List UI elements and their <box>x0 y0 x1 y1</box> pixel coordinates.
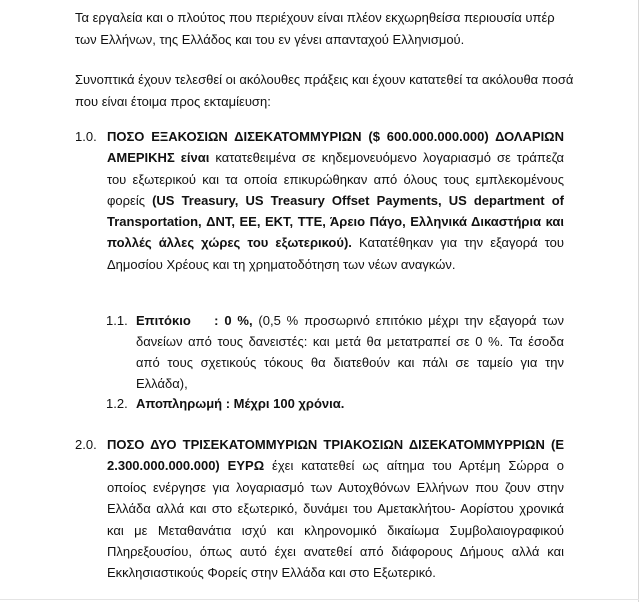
item-1-1-text: (0,5 % προσωρινό επιτόκιο μέχρι την εξαγορά των δανείων από τους δανειστές: και μετά θα μετατραπεί σε 0 %. Τα έσοδα από τους σχετικούς τόκους θα διατεθούν και πάλι σε ταμείο για την Ελλάδα), <box>136 313 564 391</box>
item-1-2-paragraph <box>136 393 564 414</box>
item-1-number: 1.0. <box>75 129 97 144</box>
page-bottom-edge <box>0 599 639 600</box>
item-1-2-number: 1.2. <box>106 396 128 411</box>
item-1-paragraph <box>107 126 564 275</box>
item-1-1-paragraph <box>136 310 564 394</box>
item-1-1-label: Επιτόκιο : 0 %, <box>136 313 253 328</box>
item-1-text-a: κατατεθειμένα σε κηδεμονευόμενο λογαριασμό σε τράπεζα του εξωτερικού και τα οποία επικυρώθηκαν από όλους τους εμπλεκομένους φορείς <box>107 150 564 208</box>
item-2-amount: ΠΟΣΟ ΔΥΟ ΤΡΙΣΕΚΑΤΟΜΜΥΡΙΩΝ ΤΡΙΑΚΟΣΙΩΝ ΔΙΣΕΚΑΤΟΜΜΥΡΡΙΩΝ (Ε 2.300.000.000.000) ΕΥΡΩ <box>107 437 564 474</box>
intro-paragraph-2: Συνοπτικά έχουν τελεσθεί οι ακόλουθες πράξεις και έχουν κατατεθεί τα ακόλουθα ποσά που είναι έτοιμα προς εκταμίευση: <box>75 72 574 109</box>
item-2-paragraph <box>107 434 564 584</box>
item-1-entities: (US Treasury, US Treasury Offset Payments, US department of Transportation, ΔΝΤ, ΕΕ, ΕΚΤ, ΤΤΕ, Άρειο Πάγο, Ελληνικά Δικαστήρια και πολλές άλλες χώρες του εξωτερικού). <box>107 192 564 251</box>
intro-paragraph-1: Τα εργαλεία και ο πλούτος που περιέχουν είναι πλέον εκχωρηθείσα περιουσία υπέρ των Ελλήνων, της Ελλάδος και του εν γένει απανταχού Ελληνισμού. <box>75 10 555 47</box>
item-2-number: 2.0. <box>75 437 97 452</box>
item-2-text: έχει κατατεθεί ως αίτημα του Αρτέμη Σώρρα ο οποίος ενέργησε για λογαριασμό των Αυτοχθόνων Ελλήνων που ζουν στην Ελλάδα αλλά και στο εξωτερικό, δυνάμει του Αμετακλήτου- Αορίστου χρονικά και με Μεταθανάτια ισχύ και κληρονομικό δικαίωμα Συμβολαιογραφικού Πληρεξουσίου, όπως αυτό έχει ανατεθεί από διάφορους Δήμους αλλά και Εκκλησιαστικούς Φορείς στην Ελλάδα και στο Εξωτερικό. <box>107 458 564 581</box>
item-1-amount: ΠΟΣΟ ΕΞΑΚΟΣΙΩΝ ΔΙΣΕΚΑΤΟΜΜΥΡΙΩΝ ($ 600.000.000.000) ΔΟΛΑΡΙΩΝ ΑΜΕΡΙΚΗΣ είναι <box>107 129 564 166</box>
item-1-2-label: Αποπληρωμή : Μέχρι 100 χρόνια. <box>136 396 345 411</box>
item-1-text-b: Κατατέθηκαν για την εξαγορά του Δημοσίου Χρέους και τη χρηματοδότηση των νέων αναγκών. <box>107 235 564 272</box>
item-1-1-number: 1.1. <box>106 313 128 328</box>
